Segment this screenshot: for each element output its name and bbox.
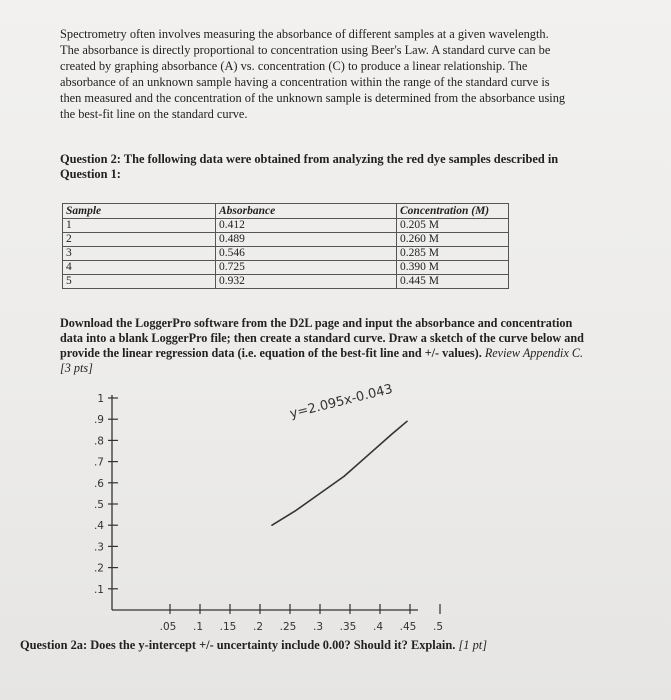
cell-sample: 3 [63,247,216,261]
cell-absorbance: 0.489 [216,233,397,247]
y-tick-label: .1 [93,583,104,596]
y-tick-label: 1 [97,393,104,405]
y-tick-label: .3 [93,541,104,554]
cell-concentration: 0.285 M [397,247,509,261]
cell-concentration: 0.205 M [397,219,509,233]
intro-paragraph: Spectrometry often involves measuring the absorbance of different samples at a given wavelength. The absorbance is directly proportional to concentration using Beer's Law. A standard curve can be created by graphing absorbance (A) vs. concentration (C) to produce a linear relationship. The absorbance of an unknown sample having a concentration within the range of the standard curve is then measured and the concentration of the unknown sample is determined from the absorbance using the best-fit line on the standard curve. [60,27,566,121]
cell-sample: 2 [63,233,216,247]
cell-absorbance: 0.725 [216,261,397,275]
y-tick-label: .5 [93,499,104,511]
cell-concentration: 0.390 M [397,261,509,275]
cell-absorbance: 0.932 [216,275,397,289]
cell-sample: 1 [63,219,216,233]
header-absorbance: Absorbance [216,204,397,219]
question-2-prompt: Question 2: The following data were obtained from analyzing the red dye samples described in Question 1: [60,152,559,181]
x-tick-label: .15 [219,621,237,633]
download-note: Review Appendix C. [3 pts] [60,346,584,375]
y-tick-label: .7 [93,456,104,469]
cell-absorbance: 0.546 [216,247,397,261]
cell-sample: 4 [63,261,216,275]
x-tick-label: .1 [192,621,204,633]
cell-concentration: 0.445 M [397,275,509,289]
header-sample: Sample [63,204,216,219]
x-tick-label: .3 [312,621,324,633]
x-tick-label: .5 [432,621,444,633]
x-tick-label: .2 [252,621,264,633]
y-tick-label: .6 [93,477,104,490]
y-tick-label: .2 [93,562,104,575]
x-tick-label: .4 [372,621,384,633]
y-tick-label: .8 [93,435,104,448]
best-fit-line [272,421,407,525]
cell-concentration: 0.260 M [397,233,509,247]
download-instruction-text: Download the LoggerPro software from the D2L page and input the absorbance and concentration data into a blank LoggerPro file; then create a standard curve. Draw a sketch of the curve below and provide the linear regression data (i.e. equation of the best-fit line and +/- values). [60,316,584,360]
y-axis-ticks [94,393,118,596]
cell-sample: 5 [63,275,216,289]
x-tick-label: .45 [399,621,417,633]
question-2a-text: Question 2a: Does the y-intercept +/- uncertainty include 0.00? Should it? Explain. [20,638,456,652]
x-tick-label: .05 [159,621,177,633]
header-concentration: Concentration (M) [397,204,509,219]
x-tick-label: .35 [339,621,357,633]
x-tick-label: .25 [279,621,297,633]
regression-equation: y=2.095x-0.043 [288,381,395,422]
question-2a-prompt [20,638,660,653]
x-axis-ticks [160,604,443,633]
question-2a-points: [1 pt] [458,638,488,652]
y-tick-label: .9 [93,414,104,427]
y-tick-label: .4 [93,520,104,533]
cell-absorbance: 0.412 [216,219,397,233]
